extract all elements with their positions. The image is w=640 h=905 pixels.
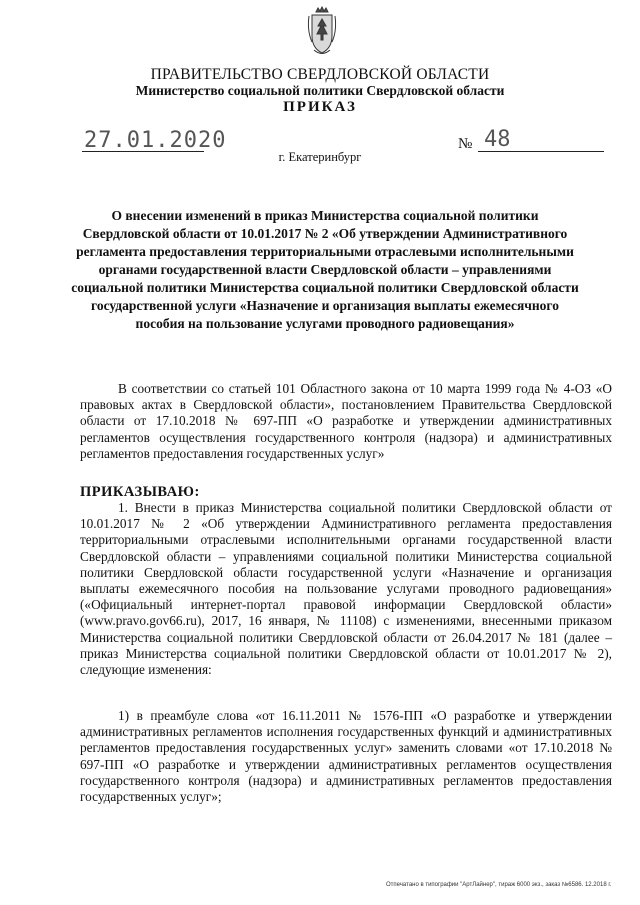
print-footer: Отпечатано в типографии "АртЛайнер", тираж 6000 экз., заказ №6586. 12.2018 г. [386,882,612,888]
document-title: О внесении изменений в приказ Министерства социальной политики Свердловской области от 10.01.2017 № 2 «Об утверждении Административного регламента предоставления территориальными отраслевыми исполнительными органами государственной власти Свердловской области – управлениями социальной политики Министерства социальной политики Свердловской области государственной услуги «Назначение и организация выплаты ежемесячного пособия на пользование услугами проводного радиовещания» [71,208,579,331]
ministry-name: Министерство социальной политики Свердловской области [135,83,505,98]
order-heading: ПРИКАЗЫВАЮ: [80,484,200,500]
number-sign: № [458,136,473,152]
government-name: ПРАВИТЕЛЬСТВО СВЕРДЛОВСКОЙ ОБЛАСТИ [150,66,490,83]
document-date: 27.01.2020 [84,128,227,153]
coat-of-arms-icon [306,6,338,58]
document-type: ПРИКАЗ [283,99,357,115]
subitem-1-paragraph: 1) в преамбуле слова «от 16.11.2011 № 1576-ПП «О разработке и утверждении административных регламентов исполнения государственных функций и административных регламентов предоставления государственных услуг» заменить словами «от 17.10.2018 № 697-ПП «О разработке и утверждении административных регламентов осуществления государственного контроля (надзора) и административных регламентов предоставления государственных услуг»; [80,708,612,805]
item-1-paragraph: 1. Внести в приказ Министерства социальной политики Свердловской области от 10.01.2017 № 2 «Об утверждении Административного регламента предоставления территориальными отраслевыми исполнительными органами государственной власти Свердловской области – управлениями социальной политики Министерства социальной политики Свердловской области государственной услуги «Назначение и организация выплаты ежемесячного пособия на пользование услугами проводного радиовещания» («Официальный интернет-портал правовой информации Свердловской области» (www.pravo.gov66.ru), 2017, 16 января, № 11108) с изменениями, внесенными приказом Министерства социальной политики Свердловской области от 26.04.2017 № 181 (далее – приказ Министерства социальной политики Свердловской области от 10.01.2017 № 2), следующие изменения: [80,500,612,678]
document-number: 48 [484,127,511,152]
preamble-paragraph: В соответствии со статьей 101 Областного закона от 10 марта 1999 года № 4-ОЗ «О правовых актах в Свердловской области», постановлением Правительства Свердловской области от 17.10.2018 № 697-ПП «О разработке и утверждении административных регламентов осуществления государственного контроля (надзора) и административных регламентов предоставления государственных услуг» [80,381,612,461]
city: г. Екатеринбург [278,150,362,164]
